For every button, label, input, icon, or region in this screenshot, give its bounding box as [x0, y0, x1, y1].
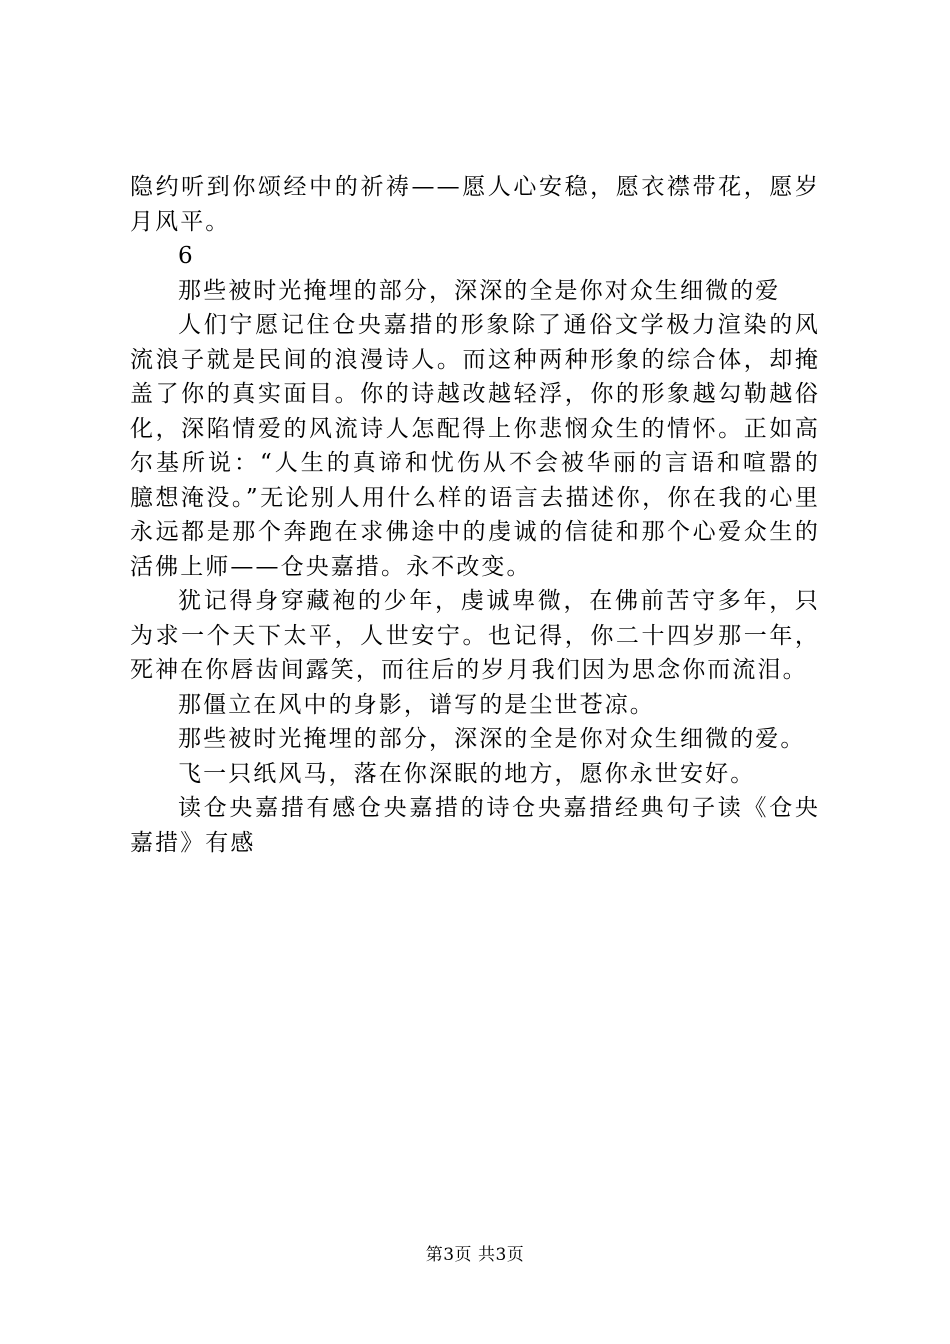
paragraph-love: 那些被时光掩埋的部分，深深的全是你对众生细微的爱。: [178, 726, 806, 752]
page-footer: 第3页 共3页: [425, 1245, 525, 1265]
paragraph-prayer: 隐约听到你颂经中的祈祷——愿人心安稳，愿衣襟带花，愿岁月风平。: [130, 174, 820, 235]
paragraph-wind-horse: 飞一只纸风马，落在你深眠的地方，愿你永世安好。: [178, 760, 756, 787]
paragraph-figure-in-wind: 那僵立在风中的身影，谱写的是尘世苍凉。: [178, 691, 655, 718]
section-number: 6: [178, 243, 193, 269]
document-body: [130, 170, 820, 860]
section-heading: 那些被时光掩埋的部分，深深的全是你对众生细微的爱: [178, 277, 781, 304]
paragraph-image-of-poet: 人们宁愿记住仓央嘉措的形象除了通俗文学极力渲染的风流浪子就是民间的浪漫诗人。而这种两种形象的综合体，却掩盖了你的真实面目。你的诗越改越轻浮，你的形象越勾勒越俗化，深陷情爱的风流诗人怎配得上你悲悯众生的情怀。正如高尔基所说：“人生的真谛和忧伤从不会被华丽的言语和喧嚣的臆想淹没。”无论别人用什么样的语言去描述你，你在我的心里永远都是那个奔跑在求佛途中的虔诚的信徒和那个心爱众生的活佛上师——仓央嘉措。永不改变。: [130, 312, 820, 580]
paragraph-keywords: 读仓央嘉措有感仓央嘉措的诗仓央嘉措经典句子读《仓央嘉措》有感: [130, 795, 820, 856]
paragraph-memory: 犹记得身穿藏袍的少年，虔诚卑微，在佛前苦守多年，只为求一个天下太平，人世安宁。也记得，你二十四岁那一年，死神在你唇齿间露笑，而往后的岁月我们因为思念你而流泪。: [130, 588, 820, 683]
